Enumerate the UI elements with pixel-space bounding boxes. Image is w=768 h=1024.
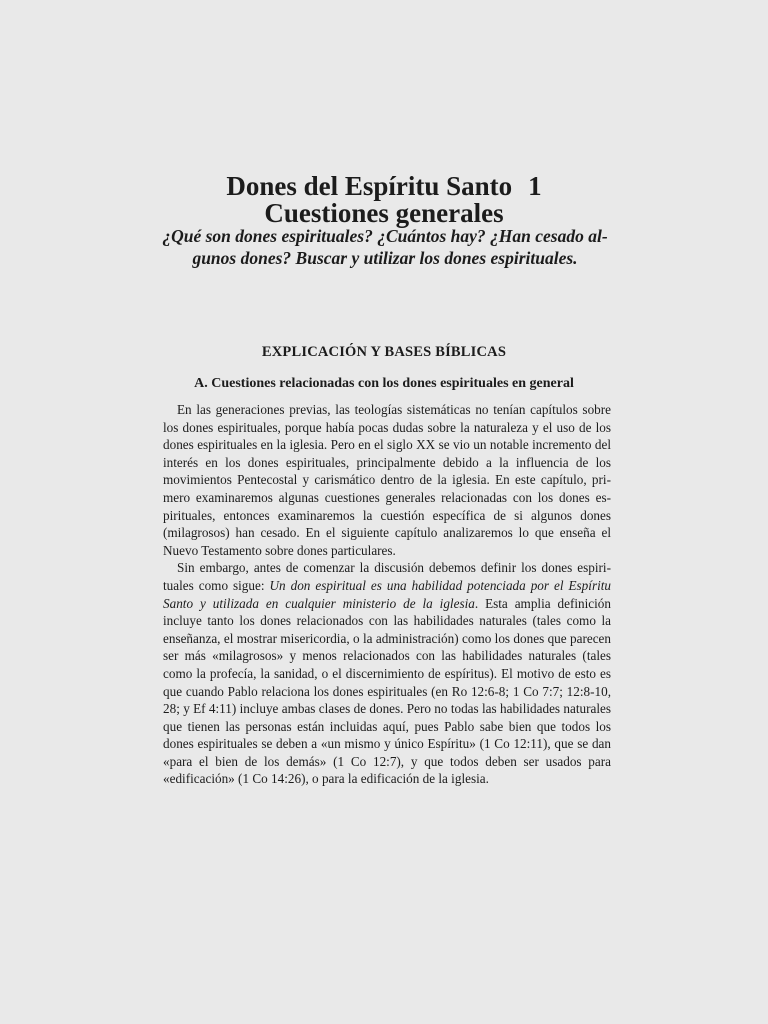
paragraph-2-intro: Sin embargo, antes de comenzar la discusión debemos definir los dones espirituales como sigue: xyxy=(163,560,611,593)
chapter-number: 1 xyxy=(528,171,542,201)
paragraph-2 xyxy=(163,559,611,788)
body-text xyxy=(163,401,611,788)
chapter-subtitle-heading: Cuestiones generales xyxy=(264,198,504,228)
paragraph-2-rest: . Esta amplia definición incluye tanto los dones relacionados con las habilidades naturales (tales como la enseñanza, el mostrar misericordia, o la administración) como los dones que parecen ser más «milagrosos» y menos relacionados con las habilidades naturales (tales como la profecía, la sanidad, o el discernimiento de espíritus). El motivo de esto es que cuando Pablo relaciona los dones espirituales (en Ro 12:6-8; 1 Co 7:7; 12:8-10, 28; y Ef 4:11) incluye ambas clases de dones. Pero no todas las habilidades naturales que tienen las personas están incluidas aquí, pues Pablo sabe bien que todos los dones espirituales se deben a «un mismo y único Espíritu» (1 Co 12:11), que se dan «para el bien de los demás» (1 Co 12:7), y que todos deben ser usados para «edificación» (1 Co 14:26), o para la edificación de la iglesia. xyxy=(163,595,611,787)
paragraph-1: En las generaciones previas, las teologías sistemáticas no tenían capítulos sobre los dones espirituales, porque había pocas dudas sobre la naturaleza y el uso de los dones espirituales en la iglesia. Pero en el siglo XX se vio un notable incremento del interés en los dones espirituales, principalmente debido a la influencia de los movimientos Pentecostal y carismático dentro de la iglesia. En este capítulo, primero examinaremos algunas cuestiones generales relacionadas con los dones espirituales, entonces examinaremos la cuestión específica de si algunos dones (milagrosos) han cesado. En el siguiente capítulo analizaremos lo que enseña el Nuevo Testamento sobre dones particulares. xyxy=(163,402,611,558)
subsection-heading: A. Cuestiones relacionadas con los dones espirituales en general xyxy=(194,376,574,391)
chapter-questions: ¿Qué son dones espirituales? ¿Cuántos hay? ¿Han cesado algunos dones? Buscar y utilizar los dones espirituales. xyxy=(162,226,608,268)
chapter-title-text: Dones del Espíritu Santo xyxy=(226,171,513,201)
chapter-title xyxy=(0,171,768,201)
definition-text: Un don espiritual es una habilidad potenciada por el Espíritu Santo y utilizada en cualquier ministerio de la iglesia xyxy=(163,577,611,611)
section-heading: EXPLICACIÓN Y BASES BÍBLICAS xyxy=(261,344,507,360)
